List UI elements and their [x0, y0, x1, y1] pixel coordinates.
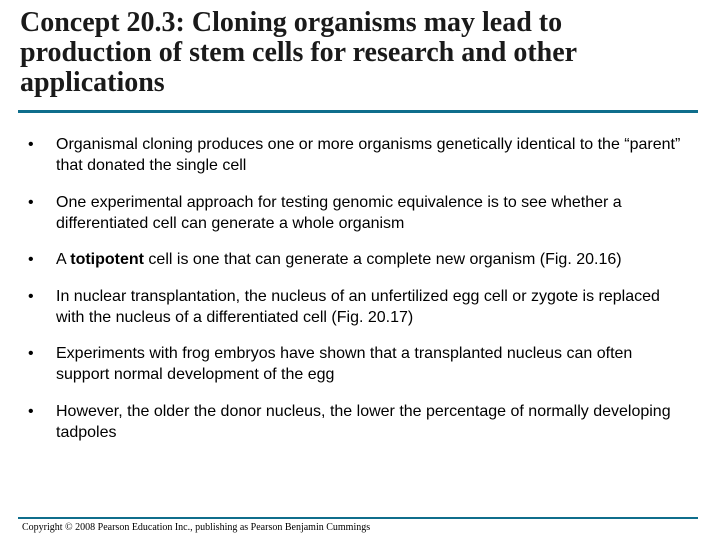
bullet-text: Organismal cloning produces one or more organisms genetically identical to the “parent” that donated the single cell — [56, 136, 681, 174]
copyright-footer: Copyright © 2008 Pearson Education Inc., publishing as Pearson Benjamin Cummings — [22, 522, 371, 533]
bullet-text: However, the older the donor nucleus, the lower the percentage of normally developing tadpoles — [56, 402, 671, 441]
bullet-icon: • — [28, 345, 34, 362]
bullet-item — [22, 343, 682, 385]
bullet-text-end: cell is one that can generate a complete new organism (Fig. 20.16) — [143, 251, 622, 268]
bullet-icon: • — [28, 193, 34, 211]
bullet-text-start: A — [56, 251, 71, 268]
bullet-item — [22, 134, 682, 176]
bullet-item — [22, 401, 682, 443]
title-divider — [18, 110, 698, 113]
bullet-icon: • — [28, 402, 34, 420]
bullet-icon: • — [28, 287, 34, 305]
bullet-text: Experiments with frog embryos have shown that a transplanted nucleus can often support normal development of the egg — [56, 345, 633, 383]
bullet-icon: • — [28, 136, 34, 153]
bullet-item — [22, 286, 682, 328]
bullet-text: One experimental approach for testing genomic equivalence is to see whether a differentiated cell can generate a whole organism — [56, 193, 622, 232]
bullet-text — [56, 249, 682, 270]
bullet-item — [22, 249, 682, 270]
slide-title: Concept 20.3: Cloning organisms may lead to production of stem cells for research and other applications — [20, 7, 577, 98]
bullet-item — [22, 192, 682, 234]
footer-divider — [18, 517, 698, 519]
bullet-text: In nuclear transplantation, the nucleus of an unfertilized egg cell or zygote is replaced with the nucleus of a differentiated cell (Fig. 20.17) — [56, 287, 660, 326]
bullet-icon: • — [28, 251, 34, 268]
bullet-list — [22, 134, 682, 458]
term-totipotent: totipotent — [70, 251, 144, 268]
